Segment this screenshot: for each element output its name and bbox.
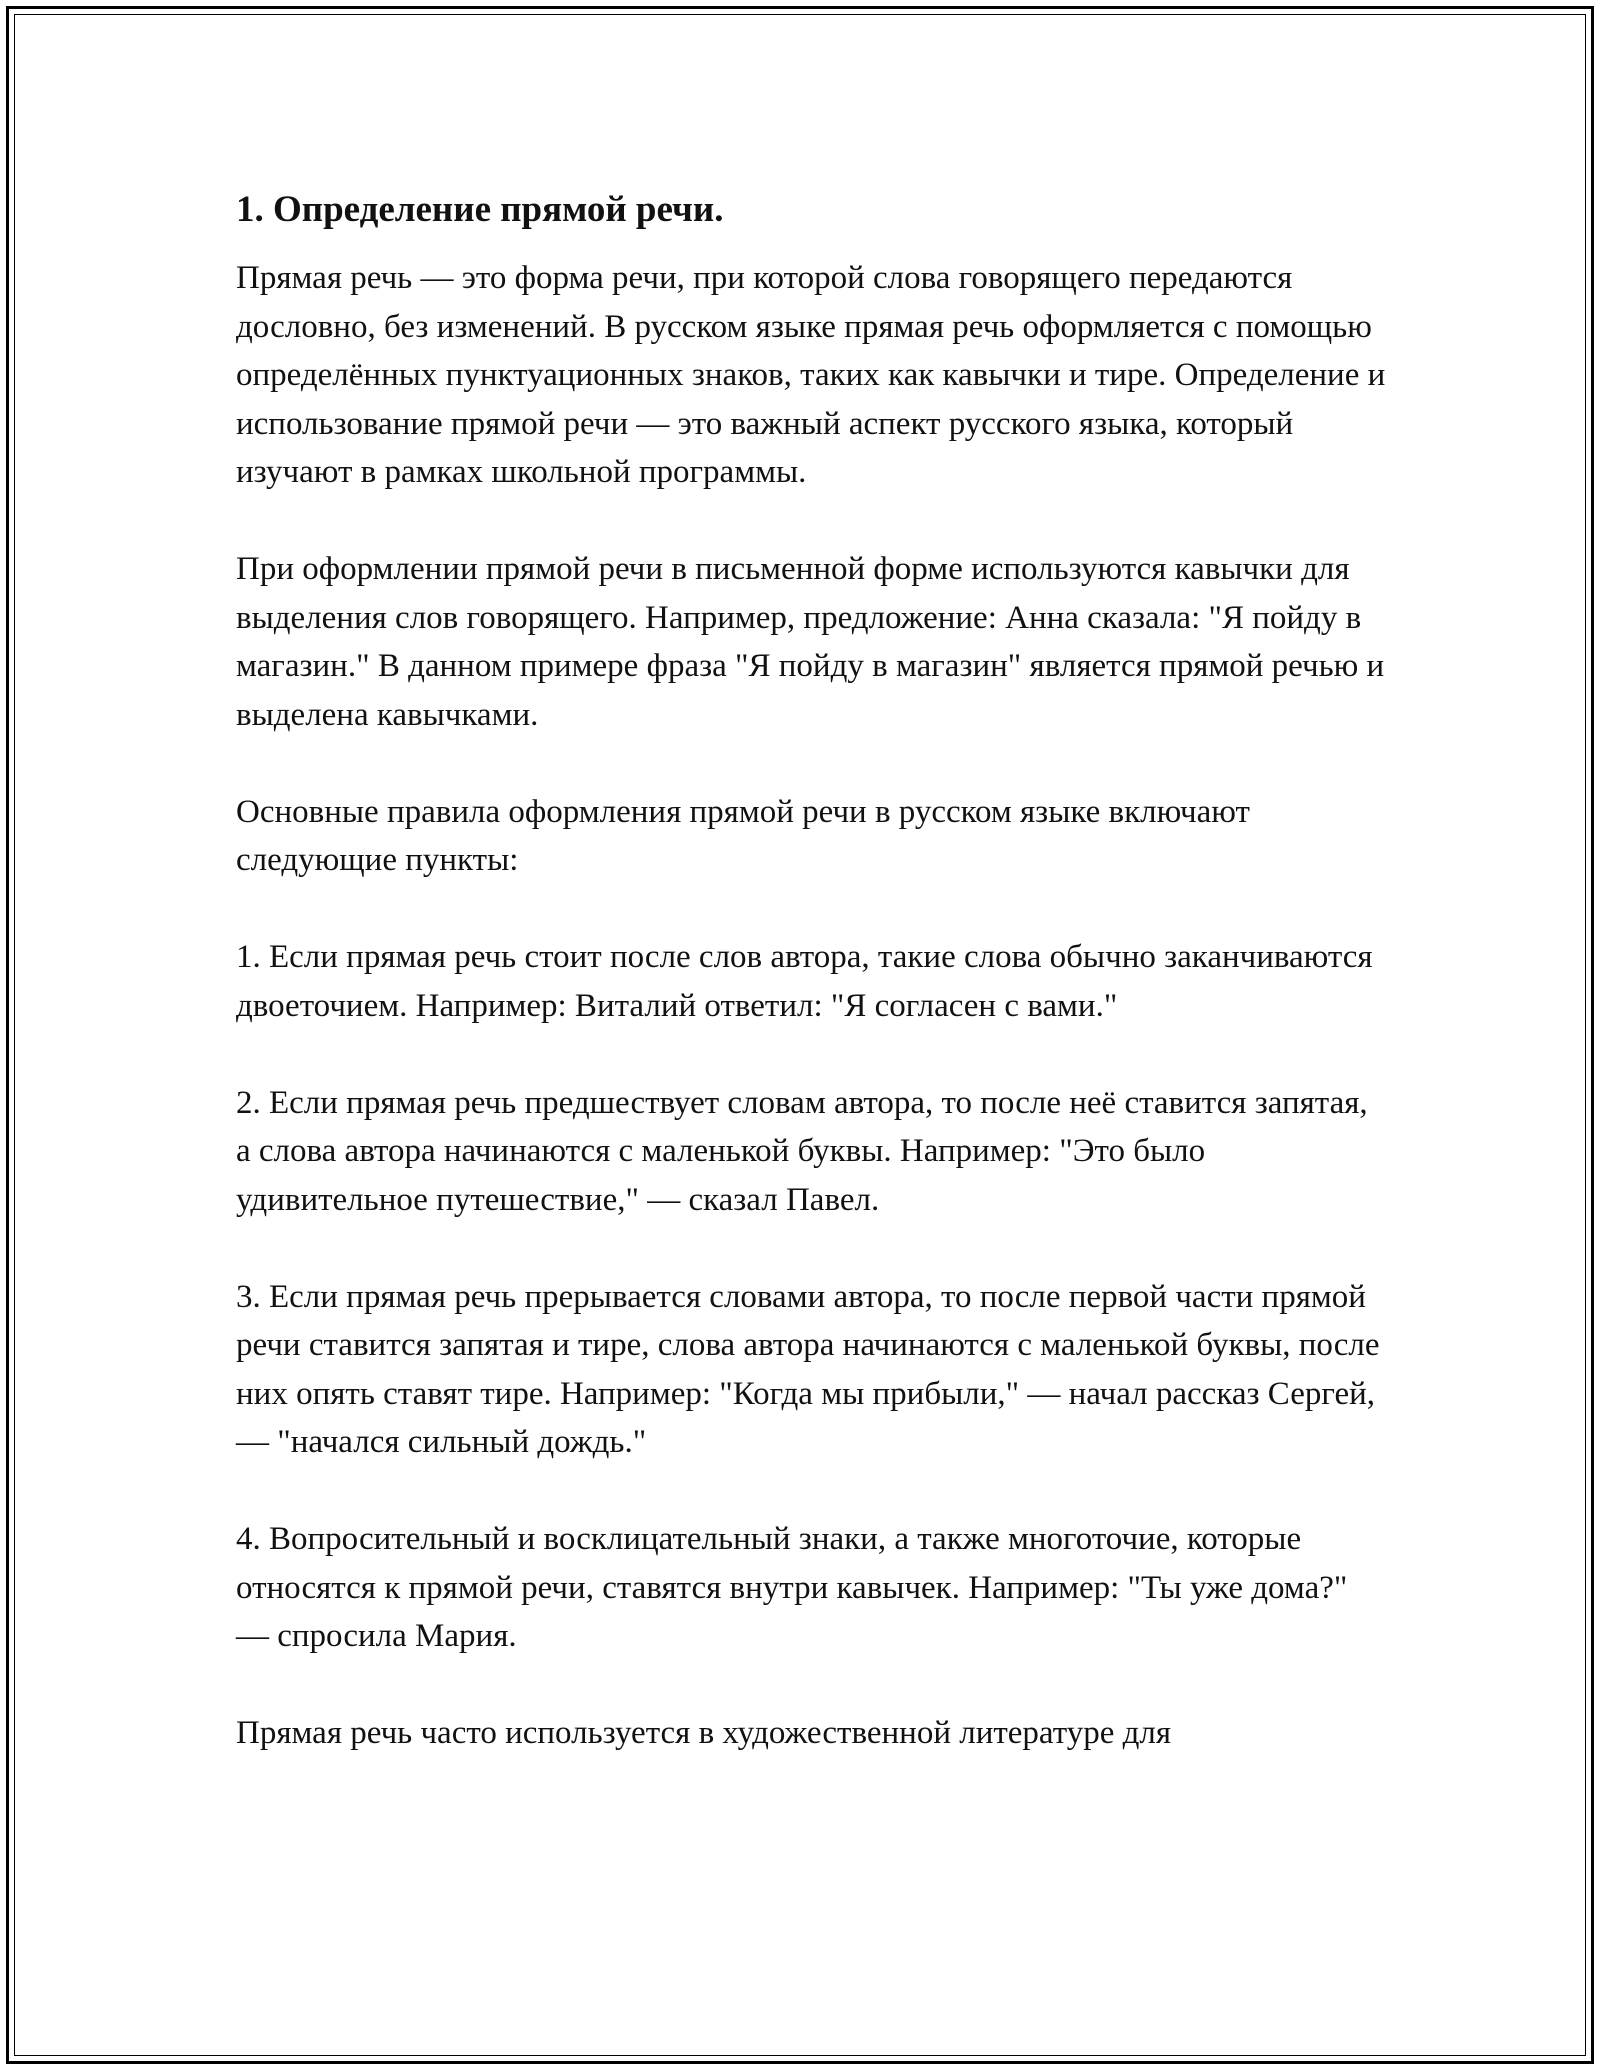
paragraph-rule-3: 3. Если прямая речь прерывается словами автора, то после первой части прямой речи ставится запятая и тире, слова автора начинаются с маленькой буквы, после них опять ставят тире. Например: "Когда мы прибыли," — начал рассказ Сергей, — "начался сильный дождь." bbox=[236, 1278, 1380, 1460]
paragraph-rule-2: 2. Если прямая речь предшествует словам автора, то после неё ставится запятая, а слова автора начинаются с маленькой буквы. Например: "Это было удивительное путешествие," — сказал Павел. bbox=[236, 1084, 1368, 1218]
paragraph-rule-4: 4. Вопросительный и восклицательный знаки, а также многоточие, которые относятся к прямой речи, ставятся внутри кавычек. Например: "Ты уже дома?" — спросила Мария. bbox=[236, 1521, 1348, 1654]
paragraph-definition: Прямая речь — это форма речи, при которой слова говорящего передаются дословно, без изменений. В русском языке прямая речь оформляется с помощью определённых пунктуационных знаков, таких как кавычки и тире. Определение и использование прямой речи — это важный аспект русского языка, который изучают в рамках школьной программы. bbox=[236, 260, 1386, 490]
paragraph-quotes-usage: При оформлении прямой речи в письменной форме используются кавычки для выделения слов говорящего. Например, предложение: Анна сказала: "Я пойду в магазин." В данном примере фраза "Я пойду в магазин" является прямой речью и выделена кавычками. bbox=[236, 551, 1385, 733]
paragraph-rule-1: 1. Если прямая речь стоит после слов автора, такие слова обычно заканчиваются двоеточием. Например: Виталий ответил: "Я согласен с вами." bbox=[236, 939, 1373, 1024]
section-heading: 1. Определение прямой речи. bbox=[236, 189, 724, 230]
paragraph-conclusion: Прямая речь часто используется в художественной литературе для bbox=[236, 1715, 1172, 1751]
document-body bbox=[236, 186, 1386, 1806]
paragraph-rules-intro: Основные правила оформления прямой речи в русском языке включают следующие пункты: bbox=[236, 793, 1250, 878]
